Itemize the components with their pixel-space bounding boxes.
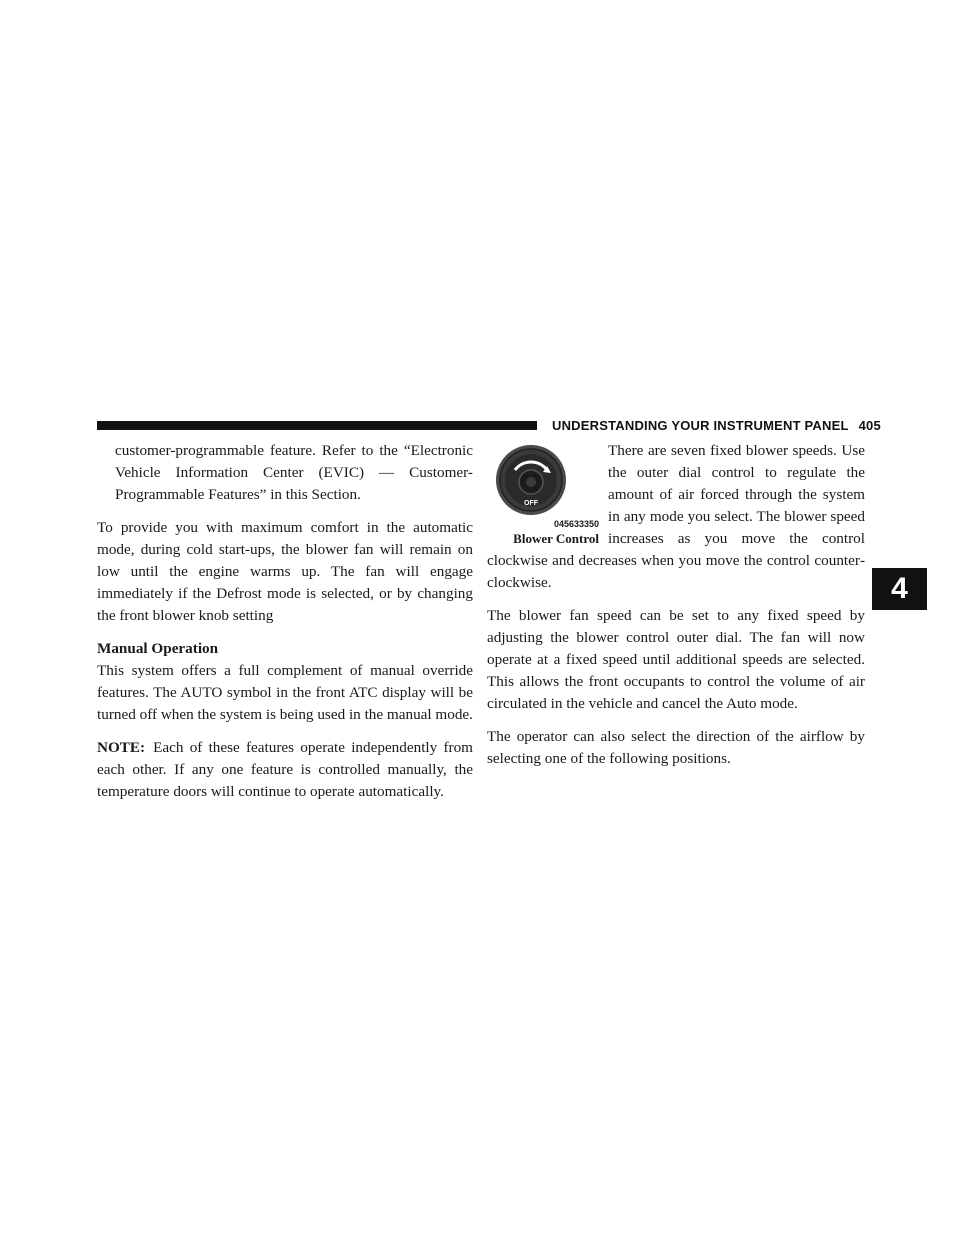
figure-caption: Blower Control [513,531,599,546]
manual-operation-paragraph: This system offers a full complement of manual override features. The AUTO symbol in the front ATC display will be turned off when the system is being used in the manual mode. [97,662,473,723]
continued-paragraph: customer-programmable feature. Refer to the “Electronic Vehicle Information Center (EVIC) — Customer-Programmable Features” in this Section. [115,442,473,503]
fixed-speed-paragraph: The blower fan speed can be set to any fixed speed by adjusting the blower control outer dial. The fan will now operate at a fixed speed until additional speeds are selected. This allows the front occupants to control the volume of air circulated in the vehicle and cancel the Auto mode. [487,607,865,712]
blower-speeds-paragraph: There are seven fixed blower speeds. Use the outer dial control to regulate the amount of air forced through the system in any mode you select. The blower speed increases as you move the control clockwise and decreases when you move the control counterclockwise. [487,442,865,591]
header-rule [97,421,537,430]
page-number: 405 [858,418,881,433]
left-column [97,440,473,814]
note-label: NOTE: [97,739,146,756]
airflow-direction-paragraph: The operator can also select the direction of the airflow by selecting one of the following positions. [487,728,865,767]
knob-off-label: OFF [524,500,538,507]
note-text: Each of these features operate independently from each other. If any one feature is controlled manually, the temperature doors will continue to operate automatically. [97,739,473,800]
running-header [552,418,881,433]
section-title: UNDERSTANDING YOUR INSTRUMENT PANEL [552,418,849,433]
manual-operation-heading: Manual Operation [97,640,219,657]
note-paragraph [97,737,473,803]
blower-control-figure [487,444,599,547]
blower-knob-icon [495,444,567,516]
right-column [487,440,865,781]
figure-id: 045633350 [553,519,599,529]
cold-start-paragraph: To provide you with maximum comfort in the automatic mode, during cold start-ups, the blower fan will remain on low until the engine warms up. The fan will engage immediately if the Defrost mode is selected, or by changing the front blower knob setting [97,519,473,624]
chapter-tab: 4 [872,568,927,610]
